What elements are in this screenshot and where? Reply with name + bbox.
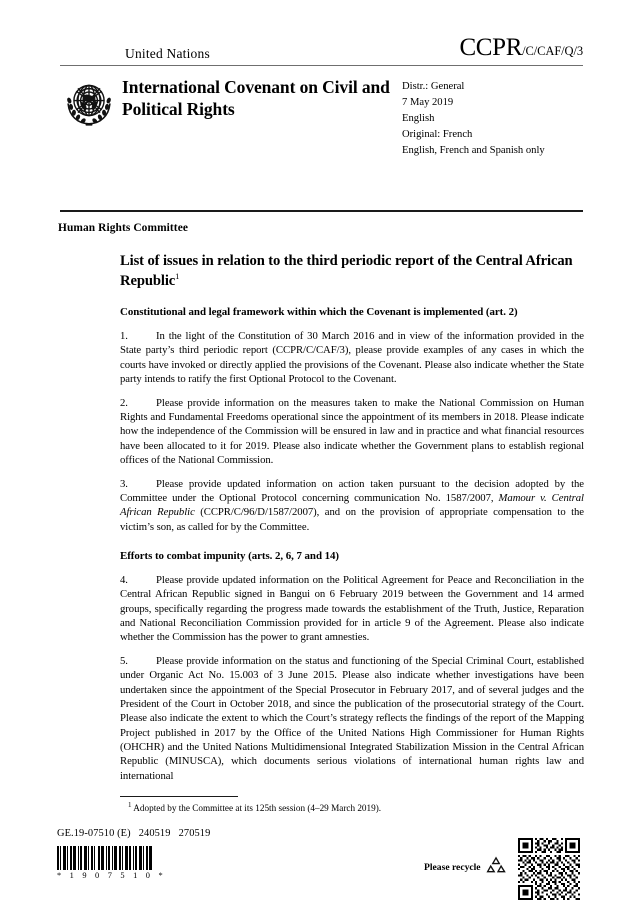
paragraph-3 (120, 477, 584, 535)
document-symbol-main: CCPR (459, 34, 523, 61)
paragraph-4-number: 4. (120, 573, 128, 586)
document-content (120, 252, 584, 792)
job-number: GE.19-07510 (E) (57, 828, 131, 839)
paragraph-5-text: Please provide information on the status and functioning of the Special Criminal Court, established under Organic Act No. 15.003 of 3 June 2015. Please also indicate whether investigations have been undertaken since the appointment of the Special Prosecutor in February 2017, and of several judges and the President of the Court in October 2018, and since the publication of the prosecutorial strategy of the Court. Please also indicate the extent to which the Court’s strategy reflects the findings of the report of the Mapping Project published in 2017 by the Office of the United Nations High Commissioner for Human Rights (OHCHR) and the United Nations Multidimensional Integrated Stabilization Mission in the Central African Republic (MINUSCA), which documents serious violations of international human rights law and international (120, 654, 584, 782)
committee-name: Human Rights Committee (58, 222, 189, 234)
barcode (57, 846, 210, 870)
recycle-label: Please recycle (424, 862, 481, 873)
title-footnote-marker: 1 (175, 270, 180, 281)
paragraph-2-number: 2. (120, 396, 128, 409)
job-number-line (57, 828, 210, 839)
distribution-original: Original: French (402, 129, 473, 141)
document-symbol-suffix: /C/CAF/Q/3 (522, 44, 583, 58)
paragraph-5 (120, 654, 584, 784)
footnote-marker: 1 (128, 801, 132, 809)
masthead-top-row (60, 34, 583, 64)
section-heading-framework: Constitutional and legal framework within which the Covenant is implemented (art. 2) (120, 306, 518, 319)
organization-name: United Nations (125, 46, 210, 61)
header-divider-thin (60, 65, 583, 66)
recycle-icon (485, 855, 507, 880)
qr-code (518, 838, 580, 900)
section-heading-impunity: Efforts to combat impunity (arts. 2, 6, 7 and 14) (120, 550, 339, 563)
header-divider-thick (60, 210, 583, 212)
barcode-digits: * 1 9 0 7 5 1 0 * (57, 871, 166, 880)
un-emblem (60, 73, 122, 159)
paragraph-4 (120, 573, 584, 645)
job-dates: 240519 270519 (138, 828, 211, 839)
masthead-body (60, 73, 583, 159)
paragraph-4-text: Please provide updated information on the Political Agreement for Peace and Reconciliation in the Central African Republic signed in Bangui on 6 February 2019 between the Government and 14 armed groups, specifically regarding the progress made towards the establishment of the Truth, Justice, Reparation and National Reconciliation Commission provided for in article 9 of the Agreement. Please also indicate whether the Commission has the power to grant amnesties. (120, 573, 584, 644)
distribution-date: 7 May 2019 (402, 97, 454, 109)
footnote-1 (120, 801, 584, 815)
covenant-title: International Covenant on Civil and Political Rights (122, 77, 390, 120)
paragraph-1 (120, 329, 584, 387)
page-title-text: List of issues in relation to the third periodic report of the Central African Republic (120, 253, 573, 289)
distribution-line: Distr.: General (402, 81, 465, 92)
recycle-notice (424, 855, 507, 880)
page-title (120, 252, 584, 290)
paragraph-2-text: Please provide information on the measures taken to make the National Commission on Human Rights and Fundamental Freedoms operational since the appointment of its members in 2018. Please indicate how the independence of the Commission will be ensured in law and in practice and what financial resources have been allocated to it for 2019. Please also indicate whether the Government plans to establish regional offices of the National Commission. (120, 396, 584, 467)
footnote-text: Adopted by the Committee at its 125th session (4–29 March 2019). (133, 803, 382, 814)
footnote-area (120, 796, 584, 815)
paragraph-1-number: 1. (120, 330, 128, 343)
paragraph-1-text: In the light of the Constitution of 30 March 2016 and in view of the information provided in the State party’s third periodic report (CCPR/C/CAF/3), please provide examples of any cases in which the courts have invoked or directly applied the provisions of the Covenant. Please also indicate whether the State party intends to ratify the first Optional Protocol to the Covenant. (120, 330, 584, 386)
masthead (60, 34, 583, 159)
distribution-block (400, 73, 583, 159)
footnote-divider (120, 796, 238, 797)
paragraph-3-text-after: (CCPR/C/96/D/1587/2007), and on the provision of appropriate compensation to the victim’s son, as called for by the Committee. (120, 506, 584, 533)
footer-left (57, 828, 210, 880)
distribution-language: English (402, 113, 435, 125)
paragraph-3-number: 3. (120, 477, 128, 490)
paragraph-5-number: 5. (120, 654, 128, 667)
case-citation: Mamour v. Central African Republic (120, 492, 584, 519)
document-symbol (459, 34, 583, 62)
distribution-languages-only: English, French and Spanish only (402, 145, 545, 157)
paragraph-2 (120, 396, 584, 468)
paragraph-3-text-before: Please provide updated information on action taken pursuant to the decision adopted by the Committee under the Optional Protocol concerning communication No. 1587/2007, (120, 477, 584, 504)
